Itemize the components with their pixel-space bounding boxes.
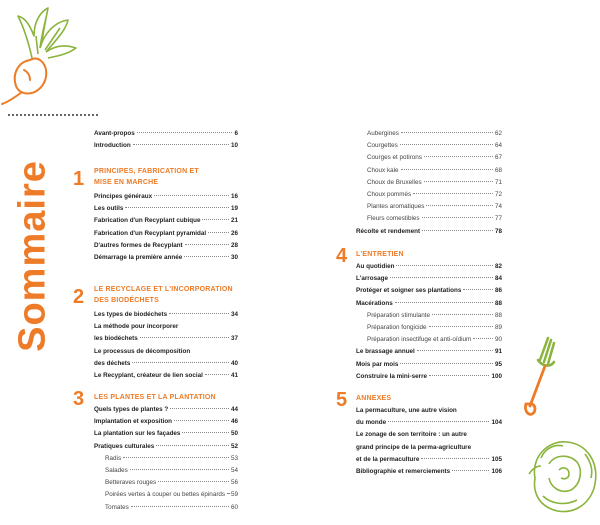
toc-entry-label: Les outils: [94, 205, 124, 213]
toc-entry-page: 64: [494, 142, 502, 150]
toc-subentry[interactable]: [94, 502, 238, 514]
toc-entry-label: Le brassage annuel: [356, 348, 415, 356]
toc-entry-label: Radis: [105, 454, 122, 462]
toc-subentry[interactable]: [94, 477, 238, 489]
toc-entry-line[interactable]: [94, 321, 238, 333]
toc-entry-page: 68: [494, 166, 502, 174]
toc-entry[interactable]: [356, 417, 502, 429]
toc-entry-page: 10: [230, 142, 238, 150]
toc-entry-label: grand principe de la perma-agriculture: [356, 443, 472, 451]
toc-subentry[interactable]: [356, 152, 502, 164]
toc-entry-page: 77: [494, 215, 502, 223]
toc-entry-page: 74: [494, 203, 502, 211]
toc-entry-line[interactable]: [94, 346, 238, 358]
toc-entry-page: 26: [230, 229, 238, 237]
toc-entry-label: Plantes aromatiques: [367, 203, 425, 211]
toc-subentry[interactable]: [356, 334, 502, 346]
toc-entry-page: 104: [491, 419, 502, 427]
toc-entry-label: La plantation sur les façades: [94, 430, 181, 438]
toc-entry-label: Poirées vertes à couper ou bettes épinards: [105, 491, 226, 499]
toc-subentry[interactable]: [356, 177, 502, 189]
toc-entry[interactable]: [356, 298, 502, 310]
toc-entry[interactable]: [94, 252, 238, 264]
toc-entry-page: 86: [494, 287, 502, 295]
toc-entry-page: 62: [494, 130, 502, 137]
toc-entry-label: et de la permaculture: [356, 455, 420, 463]
toc-entry-label: Mois par mois: [356, 360, 399, 368]
toc-entry[interactable]: [356, 226, 502, 238]
toc-entry-page: 6: [234, 130, 238, 137]
toc-entry[interactable]: [356, 346, 502, 358]
toc-subentry[interactable]: [94, 489, 238, 501]
toc-section-1: [94, 166, 238, 264]
toc-entry[interactable]: [356, 261, 502, 273]
toc-entry-label: Le zonage de son territoire : un autre: [356, 431, 467, 439]
toc-entry-page: 46: [230, 418, 238, 426]
section-number: 4: [336, 245, 348, 267]
toc-entry-page: 95: [494, 360, 502, 368]
toc-entry-page: 90: [494, 336, 502, 344]
section-heading: PRINCIPES, FABRICATION ET: [94, 168, 199, 175]
toc-entry-page: 41: [230, 371, 238, 379]
toc-entry-label: Les types de biodéchets: [94, 311, 168, 318]
section-number: 2: [73, 286, 85, 308]
toc-entry-page: 82: [494, 263, 502, 270]
toc-entry[interactable]: [356, 359, 502, 371]
toc-continued: [356, 128, 502, 238]
cabbage-icon: [525, 418, 600, 525]
toc-entry-page: 71: [494, 178, 502, 186]
toc-entry-label: des déchets: [94, 359, 131, 367]
toc-entry-label: D'autres formes de Recyplant: [94, 241, 183, 249]
toc-entry[interactable]: [356, 285, 502, 297]
toc-subentry[interactable]: [356, 140, 502, 152]
toc-entry-label: les biodéchets: [94, 335, 138, 343]
toc-entry-label: Betteraves rouges: [105, 479, 157, 487]
toc-entry-label: Courges et potirons: [367, 154, 422, 162]
toc-entry-page: 105: [491, 455, 502, 463]
toc-entry-label: Le processus de décomposition: [94, 347, 191, 355]
toc-subentry[interactable]: [356, 322, 502, 334]
toc-entry-label: Courgettes: [367, 142, 398, 150]
toc-entry-page: 30: [230, 253, 238, 261]
toc-entry[interactable]: [94, 140, 238, 152]
toc-entry-label: du monde: [356, 419, 387, 427]
page-title-text: Sommaire: [11, 160, 54, 352]
toc-entry-label: Choux de Bruxelles: [367, 178, 422, 186]
toc-entry-page: 78: [494, 227, 502, 235]
toc-entry-label: Macérations: [356, 299, 393, 307]
toc-section-2: [94, 284, 238, 382]
toc-entry-page: 100: [491, 372, 502, 380]
section-heading: LES PLANTES ET LA PLANTATION: [94, 394, 216, 401]
toc-entry-page: 34: [230, 311, 238, 318]
toc-entry-page: 44: [230, 406, 238, 413]
toc-entry-label: Choux kale: [367, 166, 399, 174]
toc-entry-page: 72: [494, 190, 502, 198]
toc-entry-label: Préparation insectifuge et anti-oïdium: [367, 336, 472, 344]
toc-entry-page: 54: [230, 466, 238, 474]
section-heading: ANNEXES: [356, 395, 392, 402]
toc-entry-label: Aubergines: [367, 130, 399, 137]
toc-entry[interactable]: [94, 309, 238, 321]
toc-subentry[interactable]: [356, 189, 502, 201]
toc-entry-line[interactable]: [356, 405, 502, 417]
toc-entry-page: 91: [494, 348, 502, 356]
toc-entry[interactable]: [94, 333, 238, 345]
toc-entry-label: La méthode pour incorporer: [94, 323, 179, 331]
toc-subentry[interactable]: [356, 213, 502, 225]
toc-entry[interactable]: [94, 428, 238, 440]
toc-entry-label: Bibliographie et remerciements: [356, 467, 451, 475]
toc-entry[interactable]: [94, 128, 238, 140]
toc-entry-label: Avant-propos: [94, 130, 135, 137]
toc-subentry[interactable]: [356, 165, 502, 177]
toc-entry-page: 40: [230, 359, 238, 367]
toc-subentry[interactable]: [94, 453, 238, 465]
garden-fork-icon: [518, 330, 558, 420]
section-number: 3: [73, 388, 85, 410]
toc-entry[interactable]: [94, 441, 238, 453]
section-heading: DES BIODÉCHETS: [94, 297, 160, 304]
toc-entry-page: 56: [230, 479, 238, 487]
toc-subentry[interactable]: [356, 201, 502, 213]
toc-entry-label: Tomates: [105, 503, 129, 511]
toc-entry-label: Introduction: [94, 142, 131, 150]
toc-entry-label: Construire la mini-serre: [356, 372, 428, 380]
toc-entry-label: Récolte et rendement: [356, 227, 421, 235]
toc-entry-label: La permaculture, une autre vision: [356, 407, 457, 414]
toc-entry-line[interactable]: [356, 429, 502, 441]
toc-entry[interactable]: [356, 371, 502, 383]
toc-entry[interactable]: [94, 215, 238, 227]
toc-entry-label: Démarrage la première année: [94, 253, 183, 261]
section-heading: LE RECYCLAGE ET L'INCORPORATION: [94, 286, 233, 293]
toc-entry[interactable]: [94, 358, 238, 370]
section-number: 1: [73, 168, 85, 190]
beet-icon: [0, 0, 90, 110]
toc-entry-label: Principes généraux: [94, 193, 153, 200]
toc-entry[interactable]: [94, 370, 238, 382]
toc-section-4: [356, 249, 502, 383]
toc-entry-label: L'arrosage: [356, 275, 388, 283]
toc-entry-page: 37: [230, 335, 238, 343]
toc-entry-label: Fleurs comestibles: [367, 215, 420, 223]
toc-entry[interactable]: [94, 228, 238, 240]
toc-entry-page: 52: [230, 442, 238, 450]
toc-entry-page: 88: [494, 299, 502, 307]
toc-entry-label: Salades: [105, 466, 128, 474]
toc-entry-page: 106: [491, 467, 502, 475]
toc-entry-page: 88: [494, 311, 502, 319]
toc-entry[interactable]: [94, 203, 238, 215]
toc-entry[interactable]: [94, 191, 238, 203]
toc-subentry[interactable]: [356, 128, 502, 140]
section-number: 5: [336, 389, 348, 411]
toc-entry-page: 16: [230, 193, 238, 200]
toc-entry-label: Le Recyplant, créateur de lien social: [94, 371, 203, 379]
toc-entry-page: 59: [230, 491, 238, 499]
dotted-rule: [8, 114, 98, 116]
toc-entry-page: 84: [494, 275, 502, 283]
toc-entry[interactable]: [356, 466, 502, 478]
toc-entry-page: 53: [230, 454, 238, 462]
toc-section-5: [356, 393, 502, 478]
toc-entry-page: 50: [230, 430, 238, 438]
toc-entry-label: Préparation stimulante: [367, 311, 431, 319]
toc-entry-label: Au quotidien: [356, 263, 395, 270]
section-heading: L'ENTRETIEN: [356, 251, 404, 258]
toc-entry[interactable]: [94, 404, 238, 416]
toc-entry[interactable]: [356, 454, 502, 466]
toc-entry-label: Implantation et exposition: [94, 418, 173, 426]
toc-section-3: [94, 392, 238, 514]
section-heading: MISE EN MARCHE: [94, 179, 159, 186]
toc-entry[interactable]: [94, 240, 238, 252]
toc-entry-page: 28: [230, 241, 238, 249]
toc-entry-line[interactable]: [356, 442, 502, 454]
toc-entry-label: Préparation fongicide: [367, 323, 427, 331]
toc-entry-label: Fabrication d'un Recyplant cubique: [94, 217, 201, 225]
toc-entry-page: 60: [230, 503, 238, 511]
toc-entry-page: 67: [494, 154, 502, 162]
toc-subentry[interactable]: [356, 310, 502, 322]
toc-subentry[interactable]: [94, 465, 238, 477]
toc-entry-page: 21: [230, 217, 238, 225]
toc-entry[interactable]: [356, 273, 502, 285]
toc-entry[interactable]: [94, 416, 238, 428]
toc-entry-label: Quels types de plantes ?: [94, 406, 169, 413]
toc-entry-label: Protéger et soigner ses plantations: [356, 287, 462, 295]
toc-entry-label: Fabrication d'un Recyplant pyramidal: [94, 229, 207, 237]
toc-entry-label: Pratiques culturales: [94, 442, 155, 450]
toc-entry-label: Choux pommés: [367, 190, 412, 198]
toc-entry-page: 19: [230, 205, 238, 213]
page-title: [2, 138, 64, 374]
toc-entry-page: 89: [494, 323, 502, 331]
